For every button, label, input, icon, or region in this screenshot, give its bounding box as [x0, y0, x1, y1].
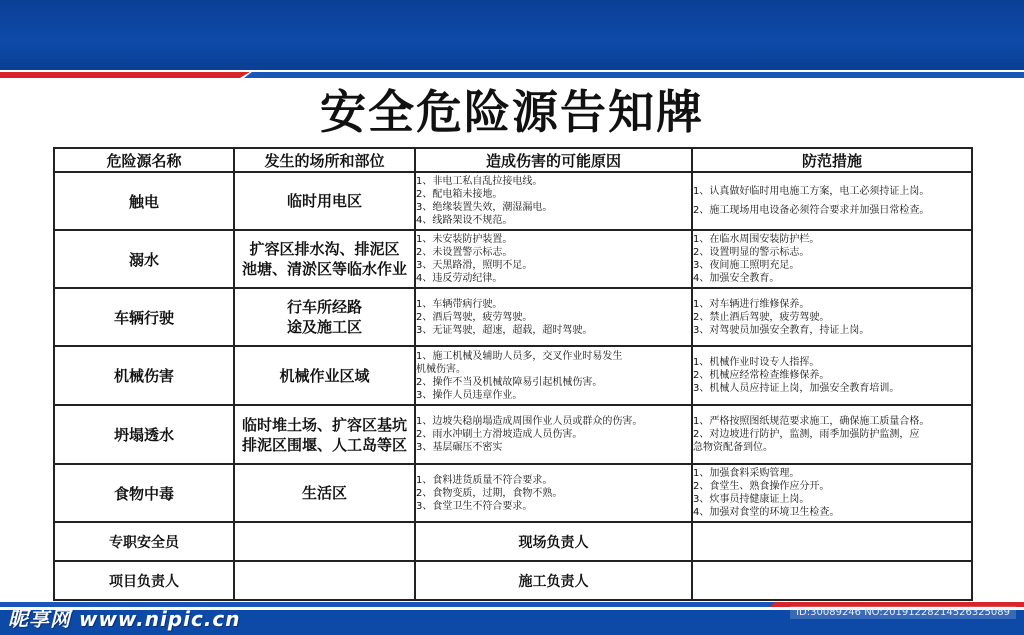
measure-item: 2、机械应经常检查维修保养。 [693, 370, 830, 381]
hazard-causes [415, 230, 692, 288]
measure-item: 1、在临水周围安装防护栏。 [693, 234, 820, 245]
measure-item: 1、认真做好临时用电施工方案，电工必须持证上岗。 [693, 186, 930, 197]
hazard-name: 坍塌透水 [54, 405, 234, 464]
signature-blank [692, 561, 972, 600]
hazard-causes [415, 464, 692, 522]
hazard-measures [692, 172, 972, 230]
measure-item: 4、加强安全教育。 [693, 273, 780, 284]
top-stripes [0, 70, 1024, 82]
hazard-name: 食物中毒 [54, 464, 234, 522]
hazard-place [234, 346, 415, 405]
cause-item: 3、天黑路滑，照明不足。 [416, 260, 533, 271]
cause-item: 4、线路架设不规范。 [416, 215, 513, 226]
table-row [54, 288, 972, 346]
hazard-causes [415, 288, 692, 346]
column-header: 防范措施 [692, 148, 972, 172]
cause-item: 3、无证驾驶，超速，超载，超时驾驶。 [416, 324, 593, 336]
place-line: 池塘、清淤区等临水作业 [241, 260, 407, 278]
red-stripe [0, 72, 250, 78]
table-row [54, 172, 972, 230]
place-line: 扩容区排水沟、排泥区 [249, 240, 400, 258]
top-banner [0, 0, 1024, 70]
hazard-table [53, 147, 973, 601]
hazard-place [234, 288, 415, 346]
header-row [54, 148, 972, 172]
hazard-place [234, 172, 415, 230]
hazard-causes [415, 346, 692, 405]
watermark-brand: 昵享网 www.nipic.cn [8, 607, 241, 631]
signature-blank [234, 522, 415, 561]
hazard-measures [692, 230, 972, 288]
measure-item: 急物资配备到位。 [693, 442, 773, 453]
signature-label: 项目负责人 [54, 561, 234, 600]
cause-item: 机械伤害。 [416, 363, 466, 375]
hazard-name: 车辆行驶 [54, 288, 234, 346]
cause-item: 3、食堂卫生不符合要求。 [416, 500, 533, 512]
cause-item: 2、酒后驾驶，疲劳驾驶。 [416, 311, 533, 323]
measure-item: 3、对驾驶员加强安全教育，持证上岗。 [693, 324, 870, 336]
place-line: 生活区 [301, 484, 347, 502]
signature-row [54, 522, 972, 561]
hazard-causes [415, 405, 692, 464]
cause-item: 1、非电工私自乱拉接电线。 [416, 176, 543, 187]
place-line: 行车所经路 [286, 298, 362, 316]
place-line: 临时堆土场、扩容区基坑 [241, 415, 407, 434]
measure-item: 2、食堂生、熟食操作应分开。 [693, 481, 830, 492]
cause-item: 2、未设置警示标志。 [416, 247, 513, 258]
cause-item: 1、施工机械及辅助人员多，交叉作业时易发生 [416, 350, 623, 362]
measure-item: 4、加强对食堂的环境卫生检查。 [693, 507, 840, 518]
table-row [54, 346, 972, 405]
measure-item: 2、禁止酒后驾驶，疲劳驾驶。 [693, 311, 830, 323]
table-row [54, 405, 972, 464]
cause-item: 4、违反劳动纪律。 [416, 273, 503, 284]
measure-item: 1、对车辆进行维修保养。 [693, 298, 810, 310]
measure-item: 2、设置明显的警示标志。 [693, 247, 810, 258]
measure-item: 2、施工现场用电设备必须符合要求并加强日常检查。 [693, 205, 930, 216]
cause-item: 1、边坡失稳崩塌造成周围作业人员或群众的伤害。 [416, 416, 643, 427]
cause-item: 2、操作不当及机械故障易引起机械伤害。 [416, 376, 603, 388]
hazard-place [234, 464, 415, 522]
cause-item: 2、配电箱未接地。 [416, 189, 503, 200]
signature-label: 施工负责人 [415, 561, 692, 600]
cause-item: 3、绝缘装置失效，潮湿漏电。 [416, 202, 553, 213]
table-row [54, 230, 972, 288]
blue-stripe [244, 72, 1024, 78]
column-header: 危险源名称 [54, 148, 234, 172]
hazard-causes [415, 172, 692, 230]
hazard-measures [692, 405, 972, 464]
hazard-place [234, 405, 415, 464]
column-header: 发生的场所和部位 [234, 148, 415, 172]
hazard-measures [692, 346, 972, 405]
hazard-name: 触电 [54, 172, 234, 230]
hazard-name: 机械伤害 [54, 346, 234, 405]
watermark-id: ID:30089246 NO:20191228214526325089 [790, 606, 1016, 619]
hazard-name: 溺水 [54, 230, 234, 288]
cause-item: 1、未安装防护装置。 [416, 234, 513, 245]
measure-item: 3、炊事员持健康证上岗。 [693, 494, 810, 505]
signature-label: 专职安全员 [54, 522, 234, 561]
measure-item: 2、对边坡进行防护，监测，雨季加强防护监测，应 [693, 429, 920, 440]
signature-blank [692, 522, 972, 561]
cause-item: 3、基层碾压不密实 [416, 442, 503, 453]
signature-label: 现场负责人 [415, 522, 692, 561]
measure-item: 1、严格按照图纸规范要求施工，确保施工质量合格。 [693, 416, 930, 427]
cause-item: 3、操作人员违章作业。 [416, 389, 523, 401]
cause-item: 1、车辆带病行驶。 [416, 298, 503, 310]
place-line: 排泥区围堰、人工岛等区 [241, 435, 407, 454]
measure-item: 3、机械人员应持证上岗，加强安全教育培训。 [693, 383, 900, 394]
page-title: 安全危险源告知牌 [320, 85, 704, 139]
hazard-place [234, 230, 415, 288]
place-line: 临时用电区 [286, 192, 362, 210]
column-header: 造成伤害的可能原因 [415, 148, 692, 172]
measure-item: 3、夜间施工照明充足。 [693, 260, 800, 271]
measure-item: 1、机械作业时设专人指挥。 [693, 357, 820, 368]
signature-blank [234, 561, 415, 600]
hazard-measures [692, 288, 972, 346]
cause-item: 2、食物变质，过期，食物不熟。 [416, 487, 563, 499]
measure-item: 1、加强食料采购管理。 [693, 468, 800, 479]
place-line: 途及施工区 [286, 318, 362, 336]
table-row [54, 464, 972, 522]
hazard-measures [692, 464, 972, 522]
cause-item: 2、雨水冲刷土方滑坡造成人员伤害。 [416, 429, 583, 440]
place-line: 机械作业区域 [279, 366, 370, 385]
cause-item: 1、食料进货质量不符合要求。 [416, 474, 553, 486]
signature-row [54, 561, 972, 600]
